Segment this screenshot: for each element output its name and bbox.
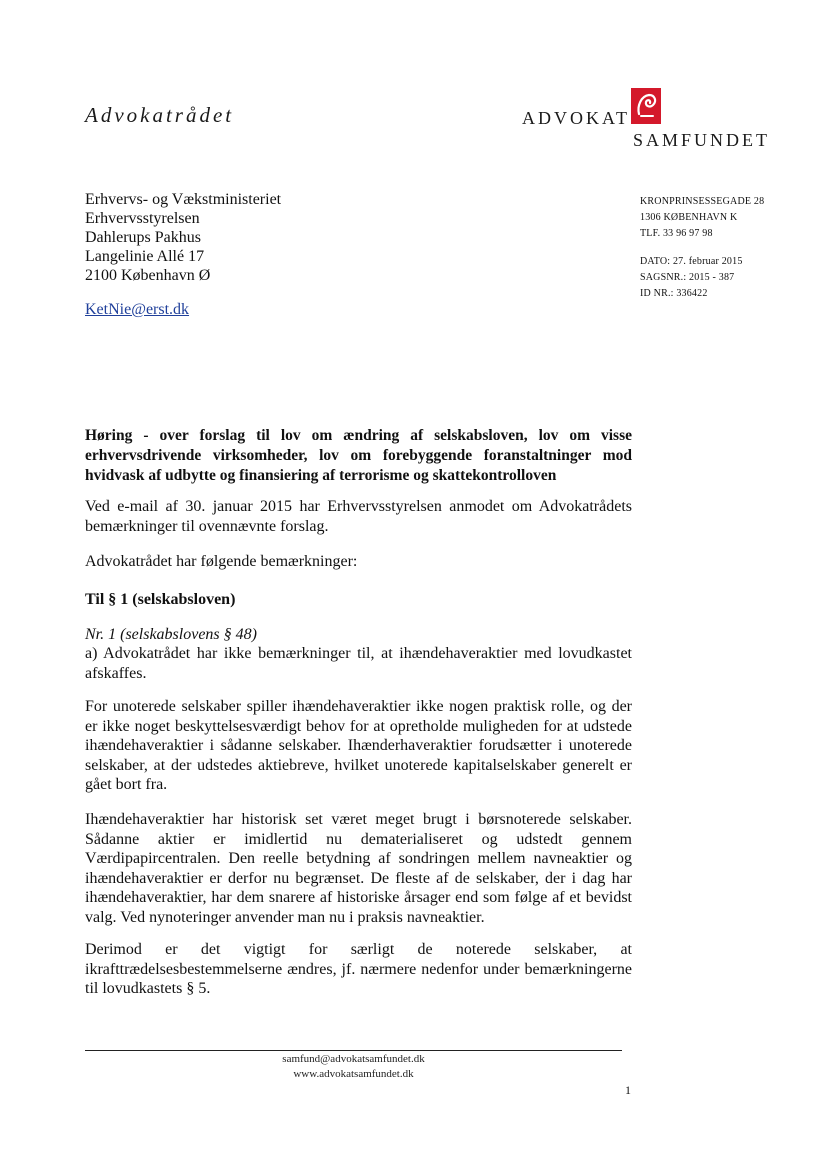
paragraph-conclusion: Derimod er det vigtigt for særligt de noterede selskaber, at ikrafttrædelsesbestemmelserne ændres, jf. nærmere nedenfor under bemærkningerne til lovudkastets § 5. (85, 941, 632, 997)
recipient-line: Erhvervsstyrelsen (85, 210, 200, 227)
sender-info (640, 194, 764, 302)
sender-street: KRONPRINSESSEGADE 28 (640, 196, 765, 207)
recipient-line: Langelinie Allé 17 (85, 248, 205, 265)
id-number: ID NR.: 336422 (640, 288, 708, 299)
sender-phone: TLF. 33 96 97 98 (640, 228, 713, 239)
letter-subject: Høring - over forslag til lov om ændring af selskabsloven, lov om visse erhvervsdrivende virksomheder, lov om forebyggende foranstaltninger mod hvidvask af udbytte og finansiering af terrorisme og skattekontrolloven (85, 427, 632, 484)
recipient-line: 2100 København Ø (85, 267, 211, 284)
advokatsamfundet-wordmark-line2: SAMFUNDET (633, 130, 771, 150)
advokatsamfundet-logo-icon (631, 88, 661, 124)
paragraph-a: a) Advokatrådet har ikke bemærkninger til, at ihændehaveraktier med lovudkastet afskaffes. (85, 645, 632, 682)
recipient-address (85, 190, 281, 285)
paragraph-intro: Ved e-mail af 30. januar 2015 har Erhvervsstyrelsen anmodet om Advokatrådets bemærkninger til ovennævnte forslag. (85, 498, 632, 535)
footer-website[interactable]: www.advokatsamfundet.dk (293, 1068, 414, 1080)
paragraph-listed: Ihændehaveraktier har historisk set været meget brugt i børsnoterede selskaber. Sådanne aktier er imidlertid nu dematerialiseret og udstedt gennem Værdipapircentralen. Den reelle betydning af sondringen mellem navneaktier og ihændehaveraktier er derfor nu begrænset. De fleste af de selskaber, der i dag har ihændehaveraktier, har dem snarere af historiske årsager end som følge af et bevidst valg. Ved nynoteringer anvender man nu i praksis navneaktier. (85, 811, 632, 926)
sender-city: 1306 KØBENHAVN K (640, 212, 738, 223)
paragraph-unlisted: For unoterede selskaber spiller ihændehaveraktier ikke nogen praktisk rolle, og der er ikke noget beskyttelsesværdigt behov for at opretholde muligheden for at udstede ihændehaveraktier i sådanne selskaber. Ihænderhaveraktier forudsætter i unoterede selskaber, at der udstedes aktiebreve, hvilket unoterede kapitalselskaber generelt er gået bort fra. (85, 698, 632, 793)
case-number: SAGSNR.: 2015 - 387 (640, 272, 735, 283)
recipient-line: Erhvervs- og Vækstministeriet (85, 191, 282, 208)
sub-heading: Nr. 1 (selskabslovens § 48) (85, 626, 257, 643)
footer-email[interactable]: samfund@advokatsamfundet.dk (282, 1053, 425, 1065)
recipient-line: Dahlerups Pakhus (85, 229, 201, 246)
footer-divider (85, 1050, 622, 1051)
page-number: 1 (625, 1083, 631, 1097)
section-heading: Til § 1 (selskabsloven) (85, 591, 236, 608)
letter-date: DATO: 27. februar 2015 (640, 256, 743, 267)
advokatraadet-wordmark: Advokatrådet (85, 103, 235, 127)
advokatsamfundet-wordmark-line1: ADVOKAT (522, 108, 630, 128)
recipient-email-link[interactable]: KetNie@erst.dk (85, 301, 190, 318)
paragraph-remarks-intro: Advokatrådet har følgende bemærkninger: (85, 553, 358, 570)
